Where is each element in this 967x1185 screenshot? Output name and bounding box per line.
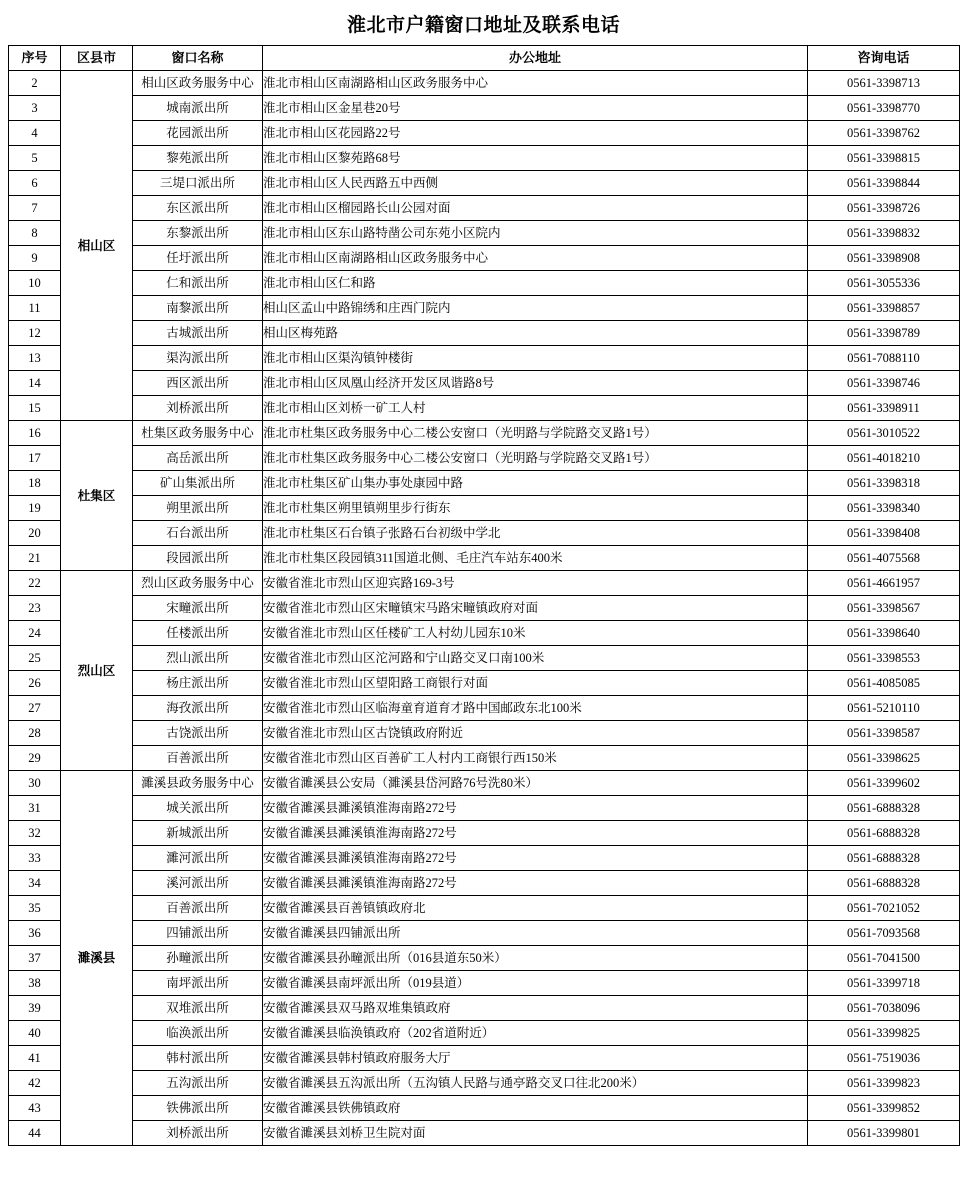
table-row (9, 221, 960, 246)
cell-address: 相山区梅苑路 (263, 321, 808, 346)
table-row (9, 421, 960, 446)
cell-phone: 0561-4085085 (808, 671, 960, 696)
cell-phone: 0561-3398567 (808, 596, 960, 621)
table-row (9, 771, 960, 796)
cell-address: 安徽省淮北市烈山区望阳路工商银行对面 (263, 671, 808, 696)
cell-index: 10 (9, 271, 61, 296)
cell-index: 7 (9, 196, 61, 221)
cell-address: 淮北市相山区凤凰山经济开发区凤谐路8号 (263, 371, 808, 396)
cell-index: 8 (9, 221, 61, 246)
table-row (9, 471, 960, 496)
table-row (9, 296, 960, 321)
table-row (9, 946, 960, 971)
cell-index: 18 (9, 471, 61, 496)
cell-index: 19 (9, 496, 61, 521)
cell-window-name: 矿山集派出所 (133, 471, 263, 496)
cell-phone: 0561-7088110 (808, 346, 960, 371)
cell-phone: 0561-3399852 (808, 1096, 960, 1121)
cell-index: 21 (9, 546, 61, 571)
cell-window-name: 朔里派出所 (133, 496, 263, 521)
table-row (9, 746, 960, 771)
cell-index: 37 (9, 946, 61, 971)
cell-phone: 0561-3398726 (808, 196, 960, 221)
cell-address: 安徽省濉溪县百善镇镇政府北 (263, 896, 808, 921)
cell-index: 43 (9, 1096, 61, 1121)
cell-phone: 0561-3398857 (808, 296, 960, 321)
cell-window-name: 东区派出所 (133, 196, 263, 221)
table-row (9, 96, 960, 121)
table-row (9, 246, 960, 271)
cell-window-name: 铁佛派出所 (133, 1096, 263, 1121)
cell-window-name: 任圩派出所 (133, 246, 263, 271)
table-row (9, 721, 960, 746)
page-title: 淮北市户籍窗口地址及联系电话 (346, 15, 620, 36)
cell-address: 安徽省濉溪县濉溪镇淮海南路272号 (263, 796, 808, 821)
table-row (9, 696, 960, 721)
cell-address: 安徽省濉溪县五沟派出所（五沟镇人民路与通亭路交叉口往北200米） (263, 1071, 808, 1096)
cell-window-name: 烈山派出所 (133, 646, 263, 671)
cell-window-name: 濉溪县政务服务中心 (133, 771, 263, 796)
cell-address: 淮北市杜集区矿山集办事处康园中路 (263, 471, 808, 496)
cell-window-name: 新城派出所 (133, 821, 263, 846)
cell-phone: 0561-3010522 (808, 421, 960, 446)
cell-address: 安徽省濉溪县韩村镇政府服务大厅 (263, 1046, 808, 1071)
cell-phone: 0561-3398713 (808, 71, 960, 96)
cell-address: 淮北市相山区人民西路五中西侧 (263, 171, 808, 196)
cell-window-name: 段园派出所 (133, 546, 263, 571)
cell-index: 9 (9, 246, 61, 271)
table-row (9, 321, 960, 346)
cell-index: 16 (9, 421, 61, 446)
cell-window-name: 韩村派出所 (133, 1046, 263, 1071)
cell-address: 安徽省淮北市烈山区迎宾路169-3号 (263, 571, 808, 596)
cell-window-name: 杜集区政务服务中心 (133, 421, 263, 446)
cell-window-name: 濉河派出所 (133, 846, 263, 871)
cell-index: 13 (9, 346, 61, 371)
table-body (9, 71, 960, 1146)
cell-index: 28 (9, 721, 61, 746)
cell-index: 29 (9, 746, 61, 771)
cell-window-name: 城关派出所 (133, 796, 263, 821)
cell-address: 安徽省淮北市烈山区临海童育道育才路中国邮政东北100米 (263, 696, 808, 721)
table-row (9, 646, 960, 671)
cell-window-name: 烈山区政务服务中心 (133, 571, 263, 596)
cell-index: 35 (9, 896, 61, 921)
cell-window-name: 百善派出所 (133, 896, 263, 921)
table-row (9, 1021, 960, 1046)
table-row (9, 546, 960, 571)
cell-address: 淮北市相山区南湖路相山区政务服务中心 (263, 71, 808, 96)
table-row (9, 896, 960, 921)
cell-window-name: 黎苑派出所 (133, 146, 263, 171)
cell-address: 淮北市相山区金星巷20号 (263, 96, 808, 121)
column-header-district: 区县市 (61, 46, 133, 71)
cell-address: 安徽省濉溪县铁佛镇政府 (263, 1096, 808, 1121)
cell-district: 濉溪县 (61, 771, 133, 1146)
cell-address: 安徽省淮北市烈山区沱河路和宁山路交叉口南100米 (263, 646, 808, 671)
cell-index: 5 (9, 146, 61, 171)
cell-address: 淮北市杜集区段园镇311国道北侧、毛庄汽车站东400米 (263, 546, 808, 571)
table-row (9, 796, 960, 821)
cell-address: 安徽省濉溪县双马路双堆集镇政府 (263, 996, 808, 1021)
table-row (9, 171, 960, 196)
cell-phone: 0561-3398318 (808, 471, 960, 496)
cell-index: 22 (9, 571, 61, 596)
cell-phone: 0561-3055336 (808, 271, 960, 296)
cell-address: 淮北市杜集区石台镇子张路石台初级中学北 (263, 521, 808, 546)
table-row (9, 1046, 960, 1071)
table-row (9, 846, 960, 871)
cell-address: 淮北市相山区渠沟镇钟楼街 (263, 346, 808, 371)
cell-window-name: 孙疃派出所 (133, 946, 263, 971)
cell-window-name: 海孜派出所 (133, 696, 263, 721)
cell-index: 34 (9, 871, 61, 896)
cell-window-name: 百善派出所 (133, 746, 263, 771)
cell-index: 38 (9, 971, 61, 996)
cell-phone: 0561-6888328 (808, 846, 960, 871)
table-row (9, 146, 960, 171)
cell-index: 30 (9, 771, 61, 796)
cell-window-name: 四铺派出所 (133, 921, 263, 946)
cell-index: 11 (9, 296, 61, 321)
cell-phone: 0561-7021052 (808, 896, 960, 921)
column-header-window: 窗口名称 (133, 46, 263, 71)
table-row (9, 1071, 960, 1096)
cell-phone: 0561-3398640 (808, 621, 960, 646)
cell-index: 32 (9, 821, 61, 846)
cell-district: 烈山区 (61, 571, 133, 771)
cell-address: 淮北市相山区黎苑路68号 (263, 146, 808, 171)
table-row (9, 446, 960, 471)
cell-address: 淮北市相山区刘桥一矿工人村 (263, 396, 808, 421)
cell-window-name: 南坪派出所 (133, 971, 263, 996)
cell-window-name: 双堆派出所 (133, 996, 263, 1021)
cell-address: 安徽省濉溪县孙疃派出所（016县道东50米） (263, 946, 808, 971)
table-row (9, 496, 960, 521)
cell-window-name: 杨庄派出所 (133, 671, 263, 696)
cell-phone: 0561-7041500 (808, 946, 960, 971)
cell-window-name: 任楼派出所 (133, 621, 263, 646)
cell-index: 33 (9, 846, 61, 871)
cell-phone: 0561-4661957 (808, 571, 960, 596)
cell-window-name: 仁和派出所 (133, 271, 263, 296)
cell-window-name: 刘桥派出所 (133, 396, 263, 421)
cell-phone: 0561-3398587 (808, 721, 960, 746)
table-row (9, 621, 960, 646)
cell-address: 安徽省濉溪县四铺派出所 (263, 921, 808, 946)
column-header-phone: 咨询电话 (808, 46, 960, 71)
table-row (9, 996, 960, 1021)
cell-phone: 0561-3398408 (808, 521, 960, 546)
cell-address: 相山区孟山中路锦绣和庄西门院内 (263, 296, 808, 321)
cell-phone: 0561-7519036 (808, 1046, 960, 1071)
cell-index: 44 (9, 1121, 61, 1146)
table-row (9, 71, 960, 96)
cell-address: 安徽省濉溪县南坪派出所（019县道） (263, 971, 808, 996)
cell-phone: 0561-3399823 (808, 1071, 960, 1096)
cell-phone: 0561-3399825 (808, 1021, 960, 1046)
cell-window-name: 南黎派出所 (133, 296, 263, 321)
cell-phone: 0561-3398340 (808, 496, 960, 521)
cell-phone: 0561-3398789 (808, 321, 960, 346)
cell-index: 12 (9, 321, 61, 346)
cell-phone: 0561-6888328 (808, 821, 960, 846)
cell-phone: 0561-3399718 (808, 971, 960, 996)
cell-index: 25 (9, 646, 61, 671)
cell-window-name: 西区派出所 (133, 371, 263, 396)
cell-window-name: 高岳派出所 (133, 446, 263, 471)
cell-phone: 0561-3399801 (808, 1121, 960, 1146)
table-row (9, 396, 960, 421)
cell-index: 24 (9, 621, 61, 646)
cell-phone: 0561-3398911 (808, 396, 960, 421)
cell-phone: 0561-7093568 (808, 921, 960, 946)
cell-window-name: 东黎派出所 (133, 221, 263, 246)
cell-address: 淮北市相山区仁和路 (263, 271, 808, 296)
cell-index: 42 (9, 1071, 61, 1096)
table-row (9, 271, 960, 296)
cell-phone: 0561-3398815 (808, 146, 960, 171)
cell-phone: 0561-3398746 (808, 371, 960, 396)
cell-index: 26 (9, 671, 61, 696)
cell-index: 36 (9, 921, 61, 946)
table-row (9, 871, 960, 896)
cell-index: 23 (9, 596, 61, 621)
table-row (9, 371, 960, 396)
cell-address: 安徽省淮北市烈山区宋疃镇宋马路宋疃镇政府对面 (263, 596, 808, 621)
cell-index: 20 (9, 521, 61, 546)
cell-phone: 0561-5210110 (808, 696, 960, 721)
cell-address: 安徽省濉溪县濉溪镇淮海南路272号 (263, 846, 808, 871)
table-header (9, 46, 960, 71)
cell-address: 安徽省濉溪县临涣镇政府（202省道附近） (263, 1021, 808, 1046)
cell-window-name: 刘桥派出所 (133, 1121, 263, 1146)
column-header-address: 办公地址 (263, 46, 808, 71)
table-row (9, 521, 960, 546)
table-row (9, 821, 960, 846)
cell-window-name: 三堤口派出所 (133, 171, 263, 196)
cell-phone: 0561-4018210 (808, 446, 960, 471)
cell-address: 淮北市相山区东山路特凿公司东苑小区院内 (263, 221, 808, 246)
column-header-index: 序号 (9, 46, 61, 71)
cell-phone: 0561-3398770 (808, 96, 960, 121)
cell-index: 40 (9, 1021, 61, 1046)
cell-phone: 0561-3398553 (808, 646, 960, 671)
cell-index: 41 (9, 1046, 61, 1071)
cell-phone: 0561-3398844 (808, 171, 960, 196)
table-row (9, 1096, 960, 1121)
cell-index: 17 (9, 446, 61, 471)
cell-address: 安徽省淮北市烈山区任楼矿工人村幼儿园东10米 (263, 621, 808, 646)
cell-window-name: 古饶派出所 (133, 721, 263, 746)
cell-phone: 0561-4075568 (808, 546, 960, 571)
cell-phone: 0561-3398762 (808, 121, 960, 146)
cell-window-name: 花园派出所 (133, 121, 263, 146)
cell-index: 6 (9, 171, 61, 196)
cell-address: 淮北市相山区花园路22号 (263, 121, 808, 146)
table-header-row (9, 46, 960, 71)
cell-phone: 0561-3398625 (808, 746, 960, 771)
cell-address: 安徽省濉溪县刘桥卫生院对面 (263, 1121, 808, 1146)
table-row (9, 921, 960, 946)
cell-phone: 0561-6888328 (808, 871, 960, 896)
cell-window-name: 宋疃派出所 (133, 596, 263, 621)
cell-index: 4 (9, 121, 61, 146)
cell-address: 淮北市杜集区政务服务中心二楼公安窗口（光明路与学院路交叉路1号） (263, 446, 808, 471)
cell-window-name: 古城派出所 (133, 321, 263, 346)
cell-index: 14 (9, 371, 61, 396)
cell-window-name: 相山区政务服务中心 (133, 71, 263, 96)
table-row (9, 121, 960, 146)
cell-window-name: 溪河派出所 (133, 871, 263, 896)
cell-phone: 0561-6888328 (808, 796, 960, 821)
cell-district: 相山区 (61, 71, 133, 421)
cell-phone: 0561-3398832 (808, 221, 960, 246)
cell-window-name: 渠沟派出所 (133, 346, 263, 371)
cell-address: 安徽省濉溪县濉溪镇淮海南路272号 (263, 821, 808, 846)
table-row (9, 671, 960, 696)
cell-address: 淮北市相山区榴园路长山公园对面 (263, 196, 808, 221)
cell-window-name: 临涣派出所 (133, 1021, 263, 1046)
cell-address: 安徽省濉溪县公安局（濉溪县岱河路76号洗80米） (263, 771, 808, 796)
cell-index: 2 (9, 71, 61, 96)
cell-window-name: 石台派出所 (133, 521, 263, 546)
cell-phone: 0561-3398908 (808, 246, 960, 271)
table-row (9, 346, 960, 371)
table-row (9, 971, 960, 996)
cell-index: 3 (9, 96, 61, 121)
table-row (9, 196, 960, 221)
cell-address: 安徽省淮北市烈山区古饶镇政府附近 (263, 721, 808, 746)
table-row (9, 571, 960, 596)
cell-window-name: 五沟派出所 (133, 1071, 263, 1096)
cell-window-name: 城南派出所 (133, 96, 263, 121)
cell-index: 15 (9, 396, 61, 421)
cell-district: 杜集区 (61, 421, 133, 571)
cell-index: 27 (9, 696, 61, 721)
cell-address: 淮北市杜集区朔里镇朔里步行街东 (263, 496, 808, 521)
table-row (9, 1121, 960, 1146)
cell-address: 安徽省濉溪县濉溪镇淮海南路272号 (263, 871, 808, 896)
cell-address: 安徽省淮北市烈山区百善矿工人村内工商银行西150米 (263, 746, 808, 771)
cell-index: 31 (9, 796, 61, 821)
table-row (9, 596, 960, 621)
cell-phone: 0561-3399602 (808, 771, 960, 796)
cell-index: 39 (9, 996, 61, 1021)
cell-phone: 0561-7038096 (808, 996, 960, 1021)
household-registration-table (8, 45, 960, 1146)
cell-address: 淮北市相山区南湖路相山区政务服务中心 (263, 246, 808, 271)
cell-address: 淮北市杜集区政务服务中心二楼公安窗口（光明路与学院路交叉路1号） (263, 421, 808, 446)
